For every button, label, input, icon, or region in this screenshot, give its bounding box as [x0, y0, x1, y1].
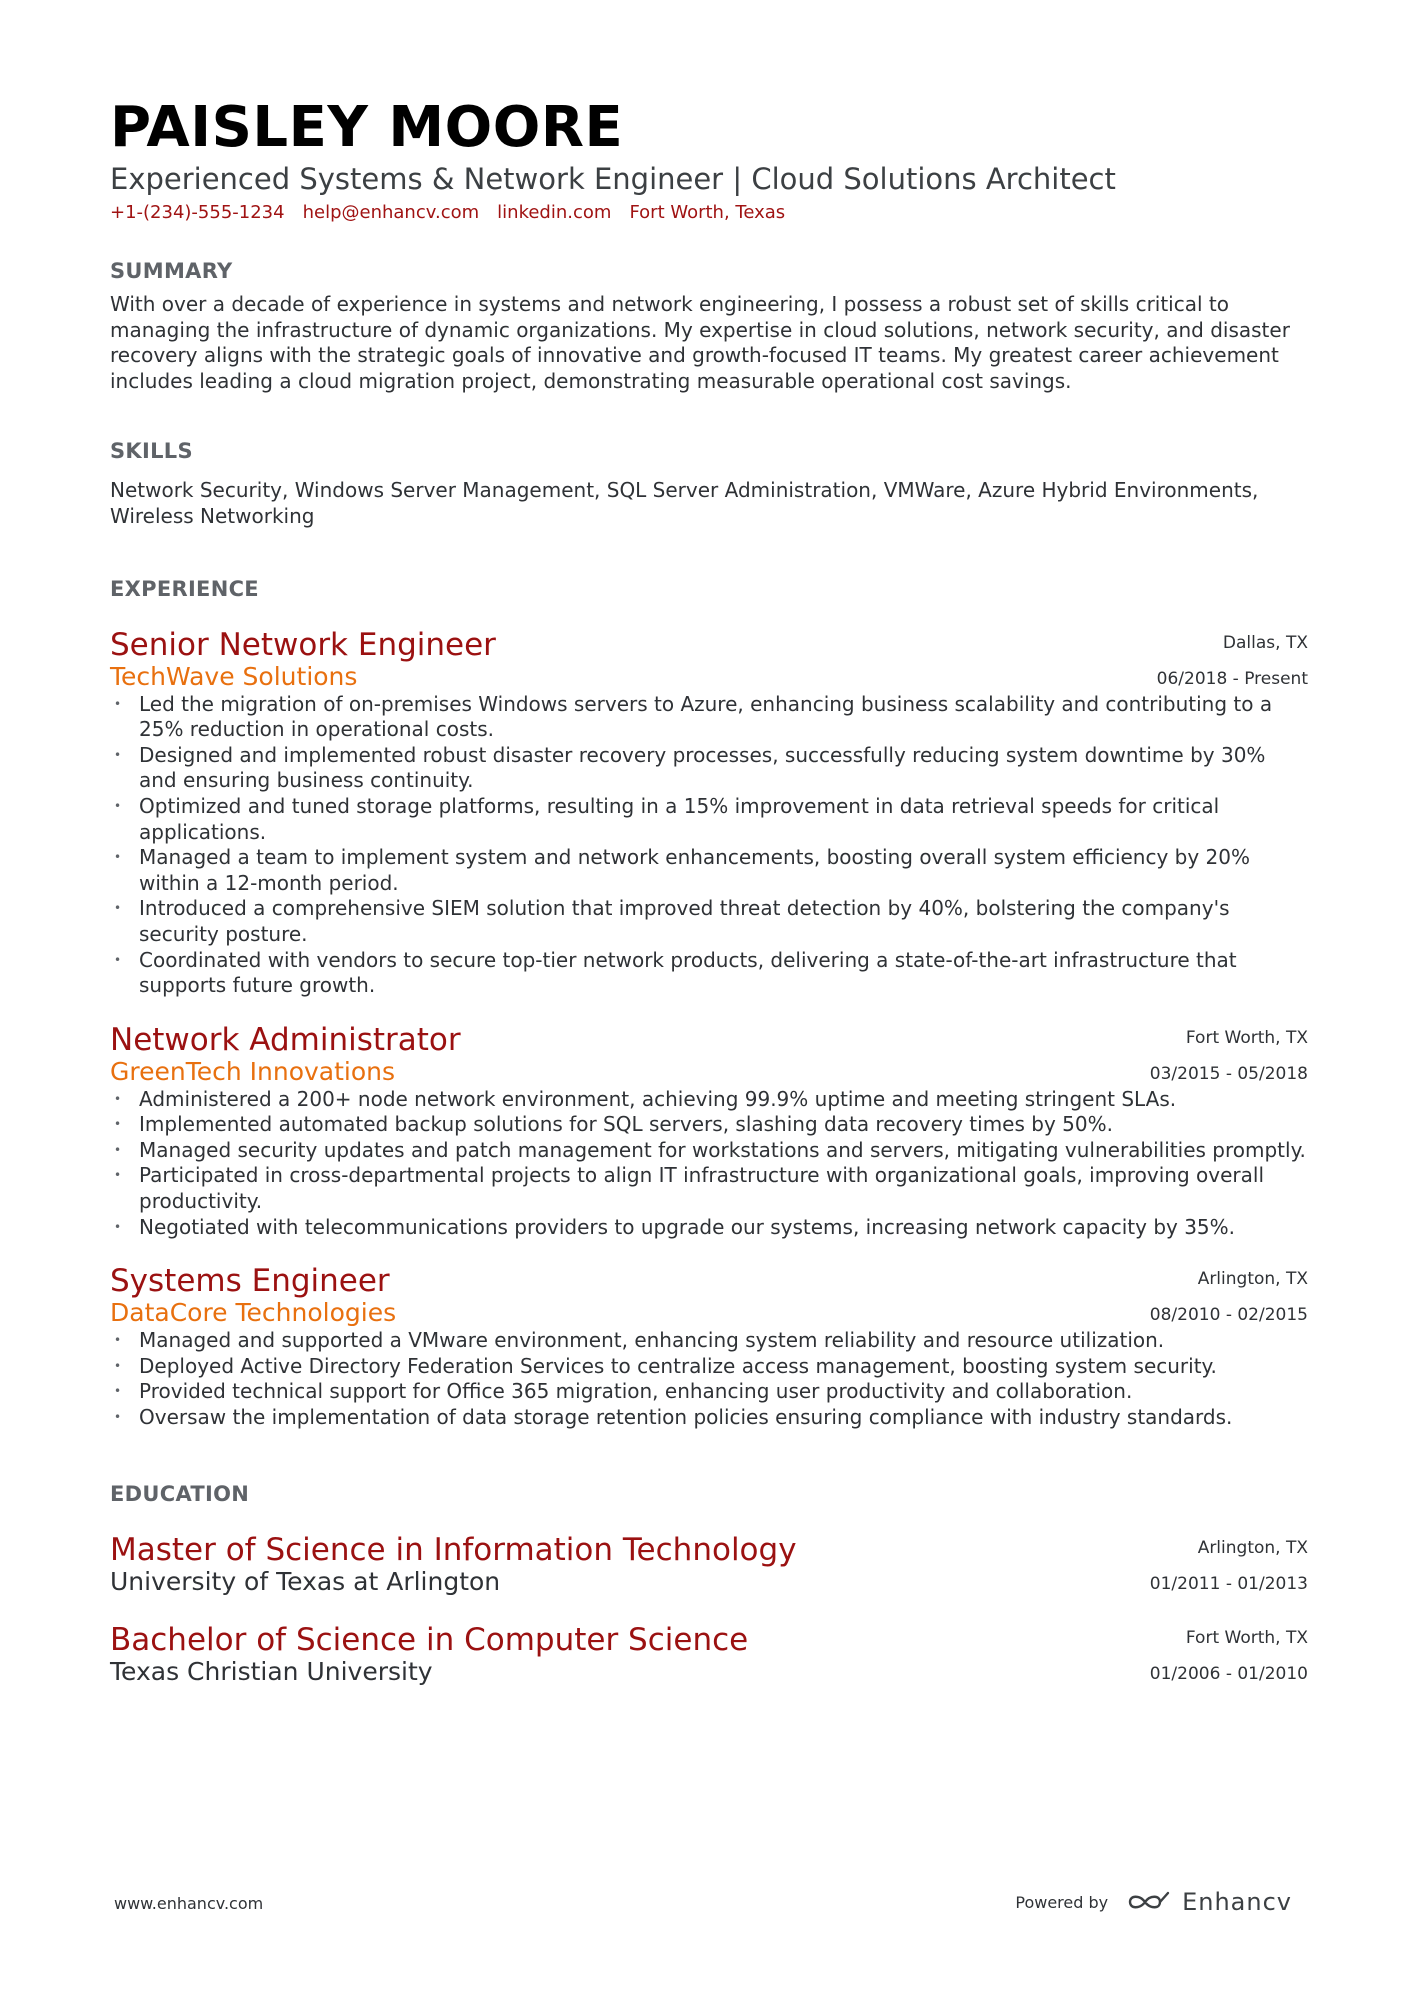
- contact-location: Fort Worth, Texas: [629, 202, 786, 223]
- achievement-text: Managed a team to implement system and network enhancements, boosting overall system efficiency by 20% within a 12-month period.: [139, 845, 1251, 895]
- list-item: [110, 1328, 1308, 1354]
- degree-title: Master of Science in Information Technology: [110, 1531, 797, 1568]
- bullet-icon: •: [114, 747, 122, 762]
- candidate-name: PAISLEY MOORE: [110, 95, 624, 160]
- education-entry: [110, 1621, 1308, 1687]
- list-item: [110, 948, 1308, 999]
- enhancv-logo-icon: [1126, 1889, 1172, 1915]
- contact-line: [110, 200, 1308, 226]
- skills-text: Network Security, Windows Server Management, SQL Server Administration, VMWare, Azure Hybrid Environments, Wireless Networking: [110, 478, 1259, 528]
- experience-entry: [110, 1262, 1308, 1430]
- degree-title: Bachelor of Science in Computer Science: [110, 1621, 749, 1658]
- contact-email[interactable]: help@enhancv.com: [302, 202, 480, 223]
- list-item: [110, 1405, 1308, 1431]
- achievement-text: Deployed Active Directory Federation Services to centralize access management, boosting system security.: [139, 1353, 1217, 1378]
- company-name: TechWave Solutions: [110, 661, 358, 691]
- job-dates: 08/2010 - 02/2015: [1149, 1305, 1308, 1326]
- school-name: Texas Christian University: [110, 1656, 433, 1686]
- list-item: [110, 692, 1308, 743]
- bullet-icon: •: [114, 952, 122, 967]
- achievement-text: Coordinated with vendors to secure top-tier network products, delivering a state-of-the-art infrastructure that supports future growth.: [139, 947, 1237, 998]
- bullet-icon: •: [114, 850, 122, 865]
- bullet-icon: •: [114, 1358, 122, 1373]
- achievement-text: Provided technical support for Office 365 migration, enhancing user productivity and collaboration.: [139, 1379, 1133, 1404]
- education-dates: 01/2011 - 01/2013: [1149, 1573, 1308, 1594]
- list-item: [110, 794, 1308, 845]
- list-item: [110, 1112, 1308, 1138]
- achievement-text: Oversaw the implementation of data storage retention policies ensuring compliance with industry standards.: [139, 1405, 1233, 1430]
- achievement-list: [110, 1328, 1308, 1430]
- resume-page: [110, 96, 1308, 1687]
- bullet-icon: •: [114, 1333, 122, 1348]
- list-item: [110, 845, 1308, 896]
- job-title: Senior Network Engineer: [110, 626, 496, 663]
- achievement-text: Implemented automated backup solutions for SQL servers, slashing data recovery times by 50%.: [139, 1112, 1113, 1137]
- enhancv-brand-text: Enhancv: [1182, 1888, 1292, 1916]
- school-location: Arlington, TX: [1197, 1537, 1308, 1558]
- experience-entry-header: [110, 626, 1308, 692]
- experience-entry-header: [110, 1262, 1308, 1328]
- job-location: Fort Worth, TX: [1185, 1027, 1308, 1048]
- skills-section: [110, 436, 1308, 529]
- education-entry: [110, 1531, 1308, 1597]
- job-dates: 03/2015 - 05/2018: [1149, 1063, 1308, 1084]
- footer-website-link[interactable]: www.enhancv.com: [114, 1894, 264, 1913]
- summary-text: With over a decade of experience in systems and network engineering, I possess a robust set of skills critical to managing the infrastructure of dynamic organizations. My expertise in cloud solutions, network security, and disaster recovery aligns with the strategic goals of innovative and growth-focused IT teams. My greatest career achievement includes leading a cloud migration project, demonstrating measurable operational cost savings.: [110, 292, 1290, 393]
- bullet-icon: •: [114, 1410, 122, 1425]
- achievement-text: Managed and supported a VMware environment, enhancing system reliability and resource utilization.: [139, 1328, 1165, 1353]
- skills-heading: SKILLS: [110, 439, 193, 464]
- bullet-icon: •: [114, 901, 122, 916]
- education-entry-header: [110, 1531, 1308, 1597]
- experience-entry: [110, 1021, 1308, 1241]
- achievement-text: Led the migration of on-premises Windows servers to Azure, enhancing business scalability and contributing to a 25% reduction in operational costs.: [139, 691, 1273, 742]
- achievement-text: Optimized and tuned storage platforms, resulting in a 15% improvement in data retrieval speeds for critical applications.: [139, 793, 1220, 844]
- achievement-text: Participated in cross-departmental projects to align IT infrastructure with organizational goals, improving overall productivity.: [139, 1163, 1264, 1214]
- school-name: University of Texas at Arlington: [110, 1566, 501, 1596]
- list-item: [110, 1163, 1308, 1214]
- bullet-icon: •: [114, 1219, 122, 1234]
- list-item: [110, 896, 1308, 947]
- job-location: Arlington, TX: [1197, 1269, 1308, 1290]
- achievement-text: Negotiated with telecommunications providers to upgrade our systems, increasing network capacity by 35%.: [139, 1214, 1236, 1239]
- list-item: [110, 1138, 1308, 1164]
- achievement-text: Designed and implemented robust disaster recovery processes, successfully reducing system downtime by 30% and ensuring business continuity.: [139, 742, 1266, 793]
- contact-linkedin[interactable]: linkedin.com: [497, 202, 612, 223]
- education-dates: 01/2006 - 01/2010: [1149, 1663, 1308, 1684]
- job-dates: 06/2018 - Present: [1156, 668, 1308, 689]
- summary-section: [110, 256, 1308, 394]
- bullet-icon: •: [114, 1384, 122, 1399]
- candidate-tagline: Experienced Systems & Network Engineer | Cloud Solutions Architect: [110, 162, 1116, 196]
- achievement-text: Administered a 200+ node network environment, achieving 99.9% uptime and meeting stringent SLAs.: [139, 1086, 1177, 1111]
- powered-by-label: Powered by: [1015, 1892, 1109, 1912]
- list-item: [110, 1215, 1308, 1241]
- bullet-icon: •: [114, 1091, 122, 1106]
- achievement-list: [110, 692, 1308, 999]
- education-heading: EDUCATION: [110, 1481, 250, 1506]
- summary-heading: SUMMARY: [110, 259, 233, 283]
- company-name: GreenTech Innovations: [110, 1056, 396, 1086]
- job-location: Dallas, TX: [1222, 632, 1308, 653]
- bullet-icon: •: [114, 798, 122, 813]
- achievement-list: [110, 1087, 1308, 1241]
- experience-heading: EXPERIENCE: [110, 576, 259, 601]
- bullet-icon: •: [114, 1117, 122, 1132]
- achievement-text: Introduced a comprehensive SIEM solution that improved threat detection by 40%, bolstering the company's security posture.: [139, 896, 1230, 946]
- enhancv-brand[interactable]: [1126, 1888, 1292, 1916]
- bullet-icon: •: [114, 696, 122, 711]
- job-title: Network Administrator: [110, 1021, 461, 1058]
- experience-entry: [110, 626, 1308, 999]
- bullet-icon: •: [114, 1168, 122, 1183]
- contact-phone[interactable]: +1-(234)-555-1234: [110, 202, 285, 223]
- job-title: Systems Engineer: [110, 1263, 390, 1300]
- experience-section: [110, 574, 1308, 1431]
- experience-entry-header: [110, 1021, 1308, 1087]
- education-entry-header: [110, 1621, 1308, 1687]
- company-name: DataCore Technologies: [110, 1298, 397, 1328]
- footer-branding: [1015, 1880, 1292, 1924]
- education-section: [110, 1479, 1308, 1687]
- achievement-text: Managed security updates and patch management for workstations and servers, mitigating vulnerabilities promptly.: [139, 1137, 1306, 1162]
- list-item: [110, 743, 1308, 794]
- list-item: [110, 1087, 1308, 1113]
- bullet-icon: •: [114, 1142, 122, 1157]
- school-location: Fort Worth, TX: [1185, 1627, 1308, 1648]
- list-item: [110, 1354, 1308, 1380]
- list-item: [110, 1379, 1308, 1405]
